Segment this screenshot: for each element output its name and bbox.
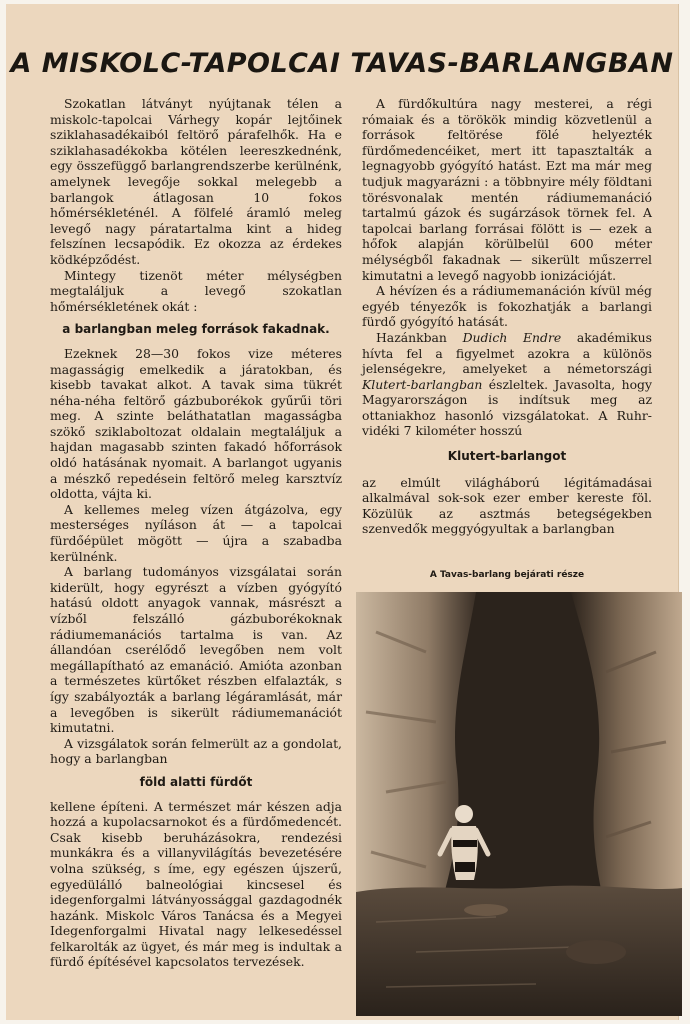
- paragraph: kellene építeni. A természet már készen adja hozzá a kupolacsarnokot és a fürdőmedencét. Csak kisebb beruházásokra, rendezési munkákra és a villanyvilágítás bevezetésére volna szükség, s íme, egy egészen újszerű, egyedülálló balneológiai kincsesel és idegenforgalmi látványossággal gazdagodnék hazánk. Miskolc Város Tanácsa és a Megyei Idegenforgalmi Hivatal nagy lelkesedéssel felkarolták az ügyet, és már meg is indultak a fürdő építésével kapcsolatos tervezések.: [50, 798, 342, 970]
- paragraph: [362, 330, 652, 439]
- cave-photo-image: [356, 592, 682, 1016]
- text-run: észleltek. Javasolta, hogy Magyarországon is indítsuk meg az ottaniakhoz hasonló vizsgálatokat. A Ruhr-vidéki 7 kilométer hosszú: [362, 376, 652, 439]
- text-run: akadémikus hívta fel a figyelmet azokra a különös jelenségekre, amelyeket a németországi: [362, 329, 652, 377]
- left-column: [50, 96, 342, 970]
- place-name: Klutert-barlangban: [362, 376, 483, 392]
- paragraph: A fürdőkultúra nagy mesterei, a régi rómaiak és a törökök mindig közvetlenül a források feltörése fölé helyezték fürdőmedencéiket, mert itt tapasztalták a legnagyobb gyógyító hatást. Ezt ma már meg tudjuk magyarázni : a többnyire mély földtani törésvonalak mentén rádiumemanáció tartalmú gázok és sugárzások törnek fel. A tapolcai barlang forrásai fölött is — ezek a hőfok alapján körülbelül 600 méter mélységből fakadnak — sikerült műszerrel kimutatni a levegő nagyobb ionizációját.: [362, 96, 652, 283]
- paragraph: Ezeknek 28—30 fokos vize méteres magasságig emelkedik a járatokban, és kisebb tavakat alkot. A tavak sima tükrét néha-néha feltörő gázbuborékok gyűrűi töri meg. A szinte beláthatatlan magasságba szökő sziklaboltozat oldalain megtaláljuk a hajdan magasabb szinten fakadó hőforrások oldó hatásának nyomait. A barlangot ugyanis a mészkő repedésein feltörő meleg karsztvíz oldotta, vájta ki.: [50, 345, 342, 502]
- paragraph: Mintegy tizenöt méter mélységben megtaláljuk a levegő szokatlan hőmérsékletének okát :: [50, 267, 342, 314]
- subheading: föld alatti fürdőt: [139, 774, 253, 789]
- paragraph: A barlang tudományos vizsgálatai során kiderült, hogy egyrészt a vízben gyógyító hatású oldott anyagok vannak, másrészt a vízből felszálló gázbuborékoknak rádiumemanációs tartalma is van. Az állandóan cserélődő levegőben nem volt megállapítható az emanáció. Amióta azonban a természetes kürtőket részben elfalazták, s így szabályozták a barlang légáramlását, már a levegőben is sikerült rádiumemanációt kimutatni.: [50, 564, 342, 736]
- paragraph: A kellemes meleg vízen átgázolva, egy mesterséges nyíláson át — a tapolcai fürdőépület mögött — újra a szabadba kerülnénk.: [50, 501, 342, 564]
- subheading: a barlangban meleg források fakadnak.: [62, 322, 330, 337]
- text-run: Hazánkban: [376, 329, 463, 345]
- article-title: A MISKOLC-TAPOLCAI TAVAS-BARLANGBAN: [10, 48, 674, 79]
- paragraph: A hévízen és a rádiumemanáción kívül még egyéb tényezők is fokozhatják a barlangi fürdő gyógyító hatását.: [362, 283, 652, 330]
- subheading: Klutert-barlangot: [447, 449, 567, 464]
- cave-photo: [356, 592, 682, 1016]
- paragraph: A vizsgálatok során felmerült az a gondolat, hogy a barlangban: [50, 735, 342, 767]
- photo-caption: A Tavas-barlang bejárati része: [429, 570, 585, 580]
- paragraph: Szokatlan látványt nyújtanak télen a miskolc-tapolcai Várhegy kopár lejtőinek sziklahasadékaiból feltörő párafelhők. Ha e sziklahasadékokba kötélen leereszkednénk, egy összefüggő barlangrendszerbe kerülnénk, amelynek levegője sokkal melegebb a barlangok átlagosan 10 fokos hőmérsékleténél. A fölfelé áramló meleg levegő nagy páratartalma kint a hideg felszínen lecsapódik. Ez okozza az érdekes ködképződést.: [50, 96, 342, 267]
- right-column: [362, 96, 652, 537]
- paragraph: az elmúlt világháború légitámadásai alkalmával sok-sok ezer ember kereste föl. Közülük az asztmás betegségekben szenvedők meggyógyultak a barlangban: [362, 474, 652, 537]
- person-name: Dudich Endre: [462, 329, 562, 345]
